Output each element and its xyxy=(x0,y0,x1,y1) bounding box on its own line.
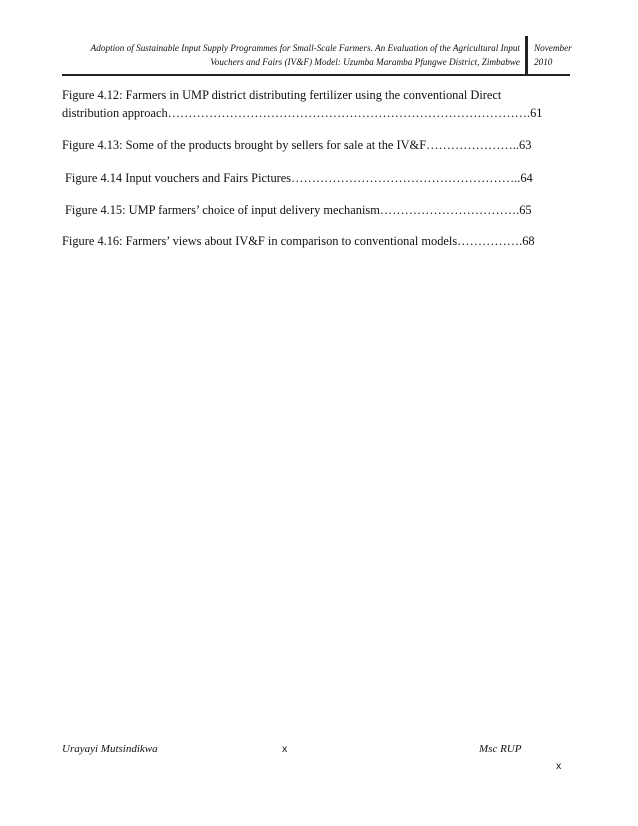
header-horizontal-rule xyxy=(62,74,570,76)
figure-entry-4-12-line-1: Figure 4.12: Farmers in UMP district distributing fertilizer using the conventional Direct xyxy=(62,88,502,102)
header-title-line-2: Vouchers and Fairs (IV&F) Model: Uzumba Maramba Pfungwe District, Zimbabwe xyxy=(210,57,520,67)
figure-entry-4-15: Figure 4.15: UMP farmers’ choice of input delivery mechanism…………………………….65 xyxy=(65,203,532,217)
header-date-year: 2010 xyxy=(534,57,553,67)
figure-entry-4-12-line-2: distribution approach…………………………………………………………………………….61 xyxy=(62,106,543,120)
figure-entry-4-13: Figure 4.13: Some of the products brought by sellers for sale at the IV&F…………………..63 xyxy=(62,138,532,152)
footer-degree: Msc RUP xyxy=(479,743,522,755)
header-title-line-1: Adoption of Sustainable Input Supply Programmes for Small-Scale Farmers. An Evaluation of the Agricultural Input xyxy=(90,43,520,53)
figure-entry-4-16: Figure 4.16: Farmers’ views about IV&F in comparison to conventional models…………….68 xyxy=(62,234,535,248)
figure-entry-4-14: Figure 4.14 Input vouchers and Fairs Pictures………………………………………………..64 xyxy=(65,171,533,185)
running-header-title xyxy=(62,41,520,69)
header-vertical-rule xyxy=(525,36,528,74)
footer-center-mark: x xyxy=(282,743,288,755)
running-header-date xyxy=(534,41,594,69)
page-number: x xyxy=(556,760,562,772)
footer-author: Urayayi Mutsindikwa xyxy=(62,743,158,755)
header-date-month: November xyxy=(534,43,572,53)
